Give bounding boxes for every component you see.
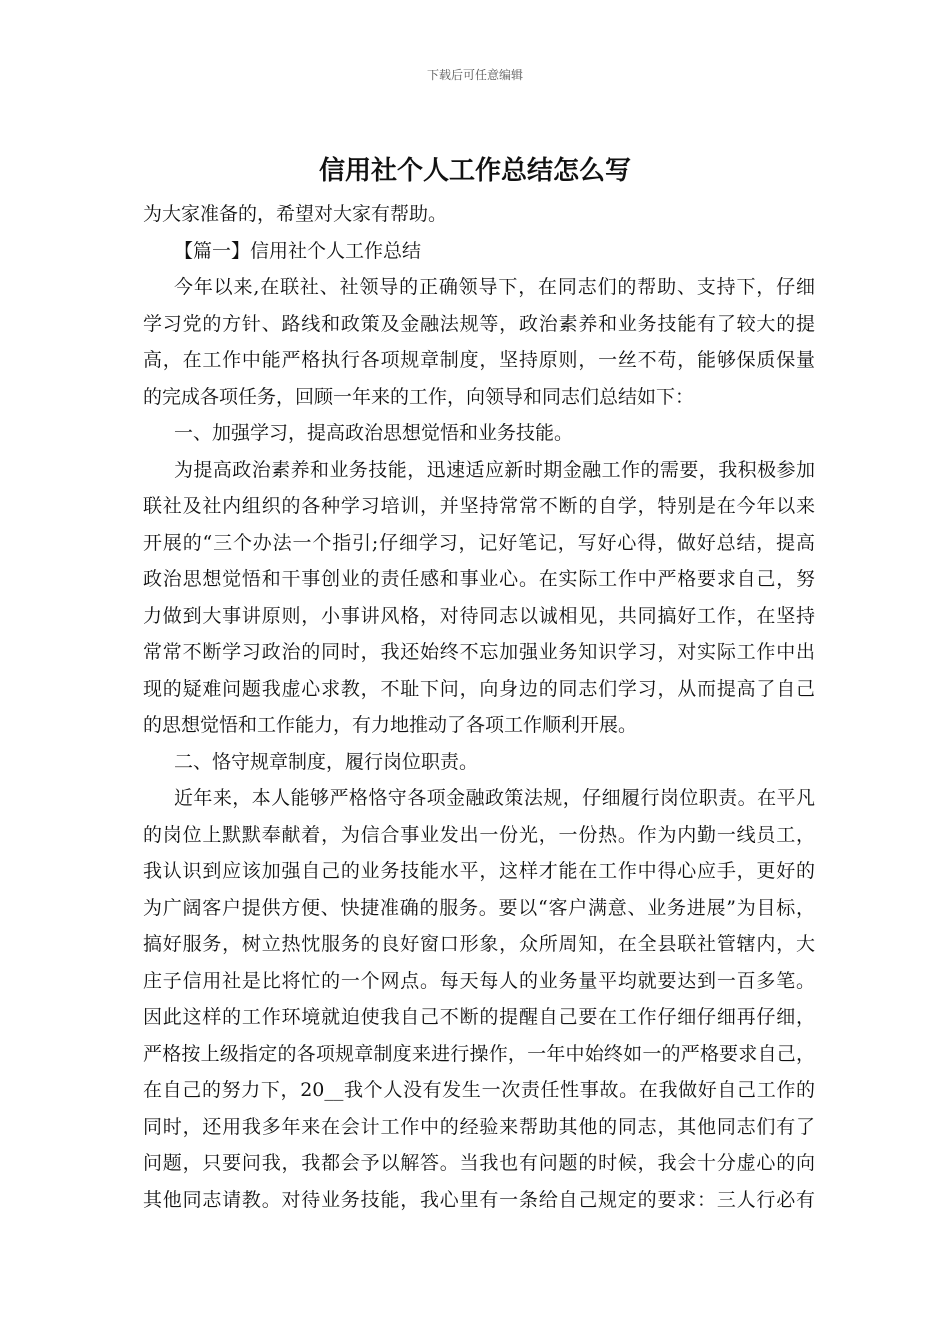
paragraph-line: 开展的“三个办法一个指引;仔细学习，记好笔记，写好心得，做好总结，提高 (143, 531, 815, 554)
paragraph-line: 为广阔客户提供方便、快捷准确的服务。要以“客户满意、业务进展”为目标， (143, 896, 815, 919)
document-body (143, 196, 815, 1218)
paragraph-line: 的岗位上默默奉献着，为信合事业发出一份光，一份热。作为内勤一线员工， (143, 823, 815, 846)
paragraph-line: 的完成各项任务，回顾一年来的工作，向领导和同志们总结如下： (143, 385, 695, 408)
paragraph-line: 庄子信用社是比将忙的一个网点。每天每人的业务量平均就要达到一百多笔。 (143, 969, 815, 992)
paragraph-line: 因此这样的工作环境就迫使我自己不断的提醒自己要在工作仔细仔细再仔细， (143, 1006, 815, 1028)
paragraph-line: 联社及社内组织的各种学习培训，并坚持常常不断的自学，特别是在今年以来 (143, 495, 815, 517)
section-heading: 二、恪守规章制度，履行岗位职责。 (174, 750, 479, 773)
paragraph-line: 常常不断学习政治的同时，我还始终不忘加强业务知识学习，对实际工作中出 (143, 641, 815, 663)
document-title: 信用社个人工作总结怎么写 (318, 156, 631, 186)
paragraph-line: 严格按上级指定的各项规章制度来进行操作，一年中始终如一的严格要求自己， (143, 1042, 815, 1065)
paragraph-line: 学习党的方针、路线和政策及金融法规等，政治素养和业务技能有了较大的提 (143, 312, 815, 335)
paragraph-line: 在自己的努力下，20__我个人没有发生一次责任性事故。在我做好自己工作的 (143, 1079, 815, 1101)
paragraph-line: 力做到大事讲原则，小事讲风格，对待同志以诚相见，共同搞好工作，在坚持 (143, 604, 815, 627)
paragraph-line: 我认识到应该加强自己的业务技能水平，这样才能在工作中得心应手，更好的 (143, 860, 815, 882)
paragraph-line: 高，在工作中能严格执行各项规章制度，坚持原则，一丝不苟，能够保质保量 (143, 349, 815, 371)
paragraph-line: 今年以来,在联社、社领导的正确领导下，在同志们的帮助、支持下，仔细 (174, 276, 815, 298)
section-heading: 【篇一】信用社个人工作总结 (174, 239, 422, 262)
paragraph-line: 政治思想觉悟和干事创业的责任感和事业心。在实际工作中严格要求自己，努 (143, 568, 815, 590)
section-heading: 一、加强学习，提高政治思想觉悟和业务技能。 (174, 422, 574, 444)
paragraph-line: 搞好服务，树立热忱服务的良好窗口形象，众所周知，在全县联社管辖内，大 (143, 933, 815, 955)
paragraph-line: 的思想觉悟和工作能力，有力地推动了各项工作顺利开展。 (143, 714, 638, 736)
paragraph-line: 同时，还用我多年来在会计工作中的经验来帮助其他的同志，其他同志们有了 (143, 1115, 815, 1138)
paragraph-line: 现的疑难问题我虚心求教，不耻下问，向身边的同志们学习，从而提高了自己 (143, 677, 815, 700)
header-note: 下载后可任意编辑 (426, 68, 523, 82)
paragraph-line: 问题，只要问我，我都会予以解答。当我也有问题的时候，我会十分虚心的向 (143, 1152, 815, 1174)
paragraph-line: 其他同志请教。对待业务技能，我心里有一条给自己规定的要求：三人行必有 (143, 1188, 815, 1211)
paragraph-line: 为大家准备的，希望对大家有帮助。 (143, 203, 448, 225)
paragraph-line: 近年来，本人能够严格恪守各项金融政策法规，仔细履行岗位职责。在平凡 (174, 787, 815, 809)
paragraph-line: 为提高政治素养和业务技能，迅速适应新时期金融工作的需要，我积极参加 (174, 458, 815, 481)
